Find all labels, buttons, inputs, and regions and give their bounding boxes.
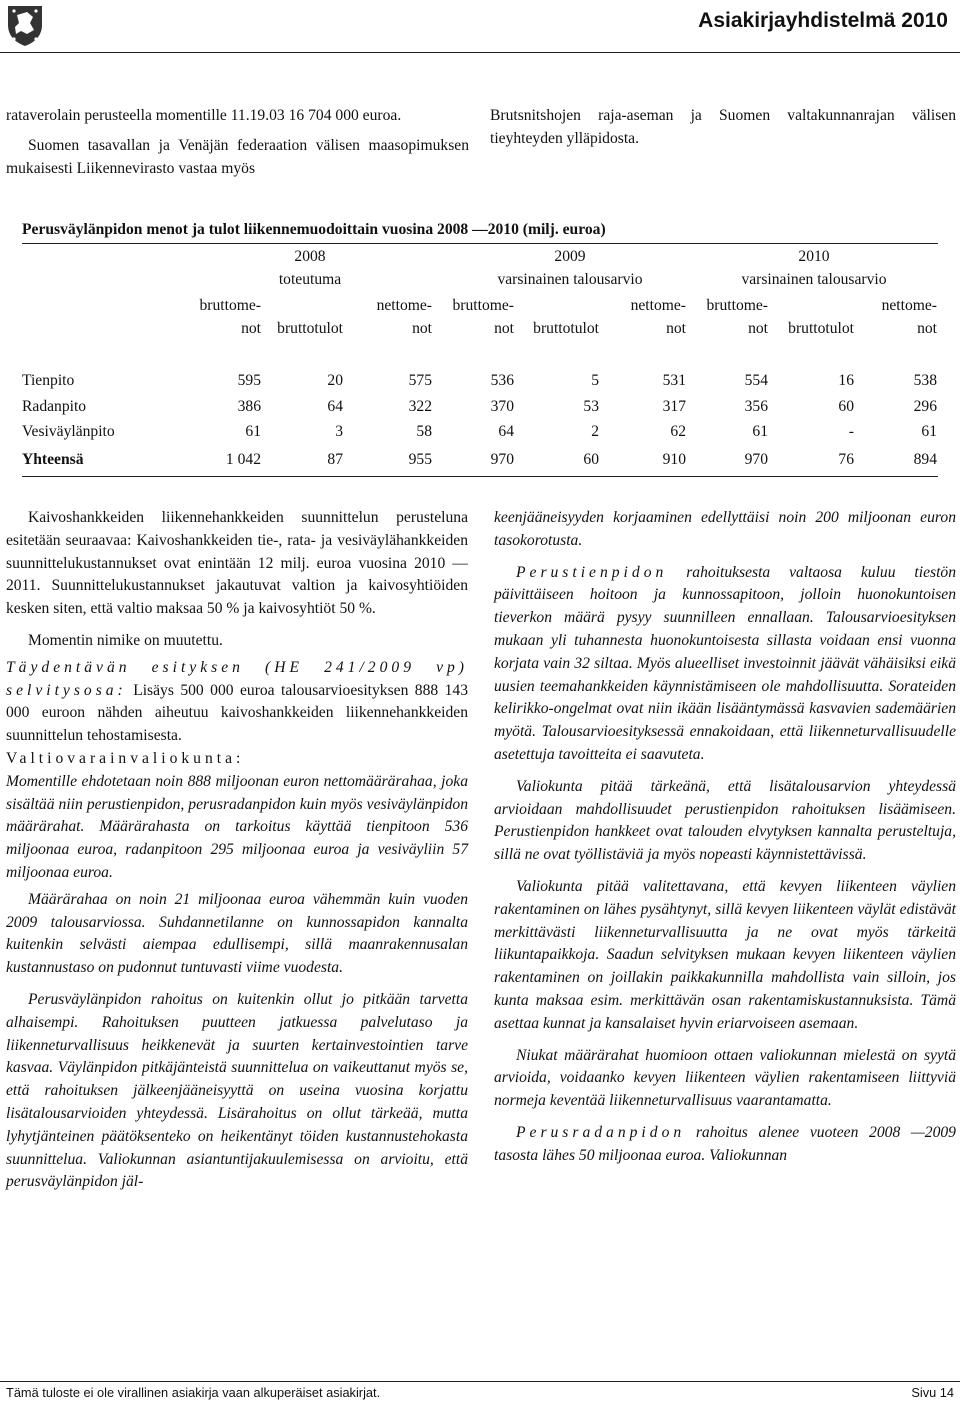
document-title: Asiakirjayhdistelmä 2010: [698, 9, 948, 32]
left-paragraph-reduction: Määrärahaa on noin 21 miljoonaa euroa vähemmän kuin vuoden 2009 talousarviossa. Suhdannetilanne on kunnossapidon kannalta kuitenkin selvästi aiempaa edullisempi, sillä maanrakennusalan kustannustaso on pudonnut tuntuvasti viime vuodesta.: [6, 890, 468, 977]
road-maintenance-text: rahoituksesta valtaosa kuluu tiestön päivittäiseen hoitoon ja kunnossapitoon, jolloin huonokuntoisen tieverkon määrä pysyy suunnilleen ennallaan. Talousarvioesityksen mukaan yli tuhannesta huonokuntoisesta sillasta voidaan ensi vuonna korjata vain 32 siltaa. Myös alueelliset investoinnit jäävät vähäisiksi eikä uusien teemahankkeiden käynnistämiseen ole mahdollisuutta. Sorateiden kelirikko-ongelmat ovat niin ikään lisääntymässä kasvavien sademäärien myötä. Talousarvioesityksessä ennakoidaan, että liikenneturvallisuudelle asetettuja tavoitteita ei saavuteta.: [494, 563, 956, 763]
table-cell: 317: [662, 397, 686, 415]
right-column: [494, 507, 956, 1168]
total-row-label: Yhteensä: [22, 451, 84, 468]
table-cell: 910: [662, 451, 686, 468]
table-top-rule: [22, 243, 938, 244]
footer-rule: [0, 1381, 960, 1382]
right-paragraph-norms: Niukat määrärahat huomioon ottaen valiokunnan mielestä on syytä arvioida, voidaanko kevyen liikenteen väylien rakentamiseen liittyviä normeja keventää liikenneturvallisuus vaarantamatta.: [494, 1046, 956, 1110]
top-right-column: [490, 105, 956, 151]
table-cell: 5: [591, 372, 599, 389]
subheader-gross-costs-2008: bruttome-: [199, 297, 261, 314]
rail-maintenance-label: Perusradanpidon: [516, 1123, 686, 1141]
table-bottom-rule: [22, 476, 938, 477]
coat-of-arms-logo: [5, 3, 45, 47]
table-cell: 61: [245, 423, 261, 440]
rail-maintenance-text: rahoitus alenee vuoteen 2008 —2009 tasosta lähes 50 miljoonaa euroa. Valiokunnan: [494, 1123, 956, 1164]
left-paragraph-mining: Kaivoshankkeiden liikennehankkeiden suunnittelun perusteluna esitetään seuraavaa: Kaivoshankkeiden tie-, rata- ja vesiväylähankkeiden suunnittelukustannukset ovat enintään 12 milj. euroa vuosina 2010 — 2011. Suunnittelukustannukset jakautuvat valtion ja kaivosyhtiöiden kesken siten, että valtio maksaa 50 % ja kaivosyhtiöt 50 %.: [6, 509, 468, 618]
group-year-2010: 2010: [798, 248, 830, 265]
subheader-gross-income-2009: bruttotulot: [533, 320, 599, 337]
subheader-net-costs-2009-line2: not: [666, 320, 686, 337]
table-cell: 970: [490, 451, 514, 468]
group-label-2010: varsinainen talousarvio: [741, 271, 887, 288]
table-cell: 64: [498, 423, 514, 440]
left-paragraph-supplementary: [6, 657, 468, 748]
left-column: [6, 507, 468, 1194]
table-cell: 595: [237, 372, 261, 389]
table-cell: 531: [662, 372, 686, 389]
table-cell: 3: [335, 423, 343, 440]
table-cell: 386: [237, 397, 261, 415]
table-cell: 60: [583, 451, 599, 468]
table-cell: -: [848, 423, 854, 440]
table-cell: 61: [921, 423, 937, 440]
table-cell: 61: [752, 423, 768, 440]
group-year-2009: 2009: [554, 248, 586, 265]
table-cell: 538: [913, 372, 937, 389]
table-cell: 76: [838, 451, 854, 468]
table-cell: 64: [327, 397, 343, 415]
header-rule: [0, 52, 960, 53]
group-label-2009: varsinainen talousarvio: [497, 271, 643, 288]
table-cell: 575: [408, 372, 432, 389]
table-cell: 2: [591, 423, 599, 440]
left-paragraph-funding: Perusväylänpidon rahoitus on kuitenkin ollut jo pitkään tarvetta alhaisempi. Rahoituksen puutteen jatkuessa palvelutaso ja liikenneturvallisuus heikkenevät ja suurten kertainvestointien tarve kasvaa. Väylänpidon pitkäjänteistä suunnittelua on vaikeuttanut myös se, että rahoituksen jälkeenjääneisyyttä on useina vuosina korjattu lisätalousarvioiden yhteydessä. Lisärahoitus on ollut tärkeää, mutta lyhytjänteinen päätöksenteko on heikentänyt töiden kustannustehokasta suunnittelua. Valiokunnan asiantuntijakuulemisessa on arvioitu, että perusväylänpidon jäl-: [6, 990, 468, 1191]
subheader-net-costs-2008: nettome-: [376, 297, 432, 314]
subheader-net-costs-2008-line2: not: [412, 320, 432, 337]
table-cell: 296: [913, 397, 937, 415]
top-left-paragraph-1: rataverolain perusteella momentille 11.19.03 16 704 000 euroa.: [6, 107, 402, 124]
subheader-net-costs-2009: nettome-: [630, 297, 686, 314]
right-paragraph-rail-maintenance: [494, 1122, 956, 1168]
table-cell: 322: [408, 397, 432, 415]
subheader-gross-costs-2008-line2: not: [241, 320, 261, 337]
table-cell: 1 042: [225, 451, 261, 468]
finance-committee-label: Valtiovarainvaliokunta:: [6, 749, 245, 767]
subheader-gross-costs-2009: bruttome-: [452, 297, 514, 314]
table-cell: 554: [744, 372, 768, 389]
table-cell: 356: [744, 397, 768, 415]
table-cell: 62: [670, 423, 686, 440]
top-left-column: [6, 105, 469, 180]
subheader-net-costs-2010: nettome-: [881, 297, 937, 314]
group-year-2008: 2008: [294, 248, 326, 265]
table-cell: 370: [490, 397, 514, 415]
table-cell: 53: [583, 397, 599, 415]
subheader-gross-costs-2010-line2: not: [748, 320, 768, 337]
table-cell: 16: [838, 372, 854, 389]
subheader-gross-costs-2010: bruttome-: [706, 297, 768, 314]
table-row-label: Tienpito: [22, 372, 75, 389]
supplementary-proposal-label: Täydentävän esityksen (HE 241/2009 vp) selvitysosa:: [6, 658, 468, 699]
group-label-2008: toteutuma: [278, 271, 342, 288]
table-cell: 970: [744, 451, 768, 468]
right-paragraph-road-maintenance: [494, 562, 956, 767]
page-number: Sivu 14: [911, 1385, 954, 1400]
table-cell: 20: [327, 372, 343, 389]
right-paragraph-supplementary-budget: Valiokunta pitää tärkeänä, että lisätalousarvion yhteydessä arvioidaan mahdollisuudet perustienpidon rahoituksen lisäämiseen. Perustienpidon hankkeet ovat talouden elvytyksen kannalta perusteltuja, sillä ne ovat työllistäviä ja myös nopeasti käynnistettävissä.: [494, 777, 956, 864]
right-paragraph-backlog: keenjääneisyyden korjaaminen edellyttäisi noin 200 miljoonan euron tasokorotusta.: [494, 509, 956, 549]
table-cell: 58: [416, 423, 432, 440]
table-row-label: Radanpito: [22, 397, 87, 415]
top-left-paragraph-2: Suomen tasavallan ja Venäjän federaation välisen maasopimuksen mukaisesti Liikennevirasto vastaa myös: [6, 136, 469, 177]
table-title: Perusväylänpidon menot ja tulot liikennemuodoittain vuosina 2008 —2010 (milj. euroa): [22, 221, 606, 238]
subheader-net-costs-2010-line2: not: [917, 320, 937, 337]
top-right-paragraph: Brutsnitshojen raja-aseman ja Suomen valtakunnanrajan välisen tieyhteyden ylläpidosta.: [490, 107, 956, 147]
supplementary-proposal-text: Lisäys 500 000 euroa talousarvioesityksen 888 143 000 euroon nähden aiheutuu kaivoshankkeiden liikennehankkeiden suunnittelun tehostamisesta.: [6, 681, 468, 745]
footer-note: Tämä tuloste ei ole virallinen asiakirja vaan alkuperäiset asiakirjat.: [6, 1385, 381, 1400]
left-paragraph-appropriation: Momentille ehdotetaan noin 888 miljoonan euron nettomäärärahaa, joka sisältää niin perustienpidon, perusradanpidon kuin myös vesiväylänpidon määrärahat. Määrärahasta on tarkoitus käyttää tienpitoon 536 miljoonaa euroa, radanpitoon 295 miljoonaa euroa ja vesiväyliin 57 miljoonaa euroa.: [6, 772, 468, 881]
left-paragraph-title-changed: Momentin nimike on muutettu.: [28, 631, 223, 649]
subheader-gross-income-2008: bruttotulot: [277, 320, 343, 337]
subheader-gross-income-2010: bruttotulot: [788, 320, 854, 337]
table-cell: 87: [327, 451, 343, 468]
road-maintenance-label: Perustienpidon: [516, 563, 668, 581]
right-paragraph-light-traffic: Valiokunta pitää valitettavana, että kevyen liikenteen väylien rakentaminen on lähes pysähtynyt, sillä kevyen liikenteen väylät edistävät merkittävästi liikenneturvallisuutta ja ne ovat myös tärkeitä liikuntapaikkoja. Saadun selvityksen mukaan kevyen liikenteen väylien rakentaminen on joillakin paikkakunnilla mahdollista vain silloin, jos kunta maksaa esim. merkittävän osan rakentamiskustannuksista. Tämä asettaa kunnat ja kansalaiset hyvin eriarvoiseen asemaan.: [494, 877, 956, 1032]
table-row-label: Vesiväylänpito: [22, 423, 115, 440]
table-cell: 536: [490, 372, 514, 389]
table-cell: 894: [913, 451, 937, 468]
table-cell: 60: [838, 397, 854, 415]
table-cell: 955: [408, 451, 432, 468]
subheader-gross-costs-2009-line2: not: [494, 320, 514, 337]
